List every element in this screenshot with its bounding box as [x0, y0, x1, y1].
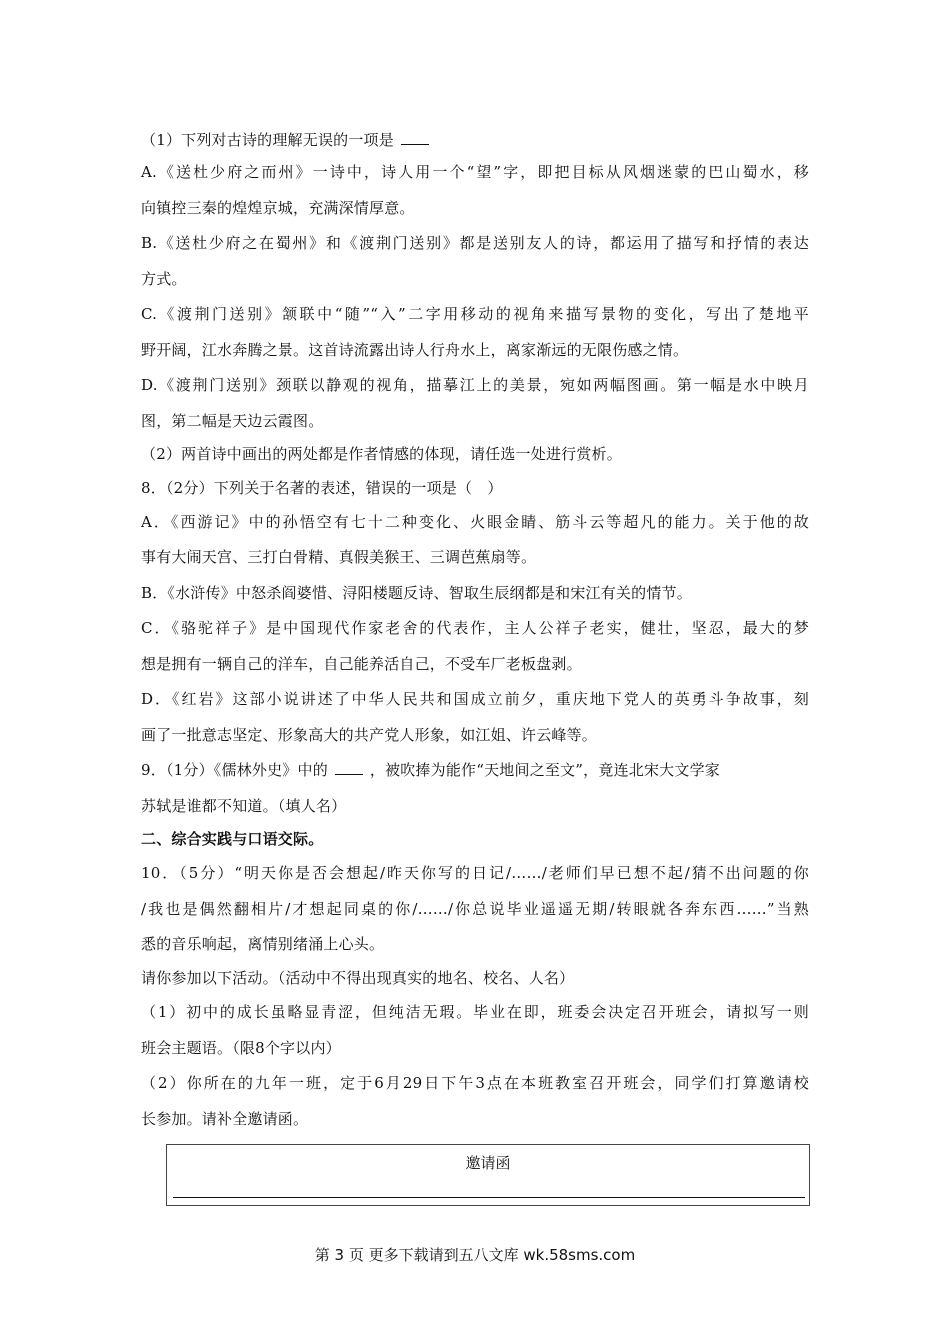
question-7-1: [141, 130, 431, 150]
question-10-part-2-line-2: 长参加。请补全邀请函。: [141, 1110, 309, 1128]
option-b-line-2: 方式。: [141, 270, 187, 288]
section-heading: 二、综合实践与口语交际。: [141, 830, 324, 848]
question-8-option-a-line-2: 事有大闹天宫、三打白骨精、真假美猴王、三调芭蕉扇等。: [141, 548, 537, 566]
question-9-line-1: [141, 760, 720, 780]
option-a-line-2: 向镇控三秦的煌煌京城，充满深情厚意。: [141, 199, 415, 217]
question-10-line-3: 悉的音乐响起，离情别绪涌上心头。: [141, 935, 385, 953]
option-a-line-1: A.《送杜少府之而州》一诗中，诗人用一个“望”字，即把目标从风烟迷蒙的巴山蜀水，移: [141, 163, 809, 181]
question-8-option-b: B．《水浒传》中怒杀阎婆惜、浔阳楼题反诗、智取生辰纲都是和宋江有关的情节。: [141, 584, 692, 602]
option-c-line-1: C.《渡荆门送别》颔联中“随”“入”二字用移动的视角来描写景物的变化，写出了楚地平: [141, 305, 809, 323]
invitation-writing-line: [173, 1197, 805, 1198]
invitation-box: [166, 1144, 810, 1206]
question-7-1-text: （1）下列对古诗的理解无误的一项是: [141, 131, 394, 149]
question-8: 8．（2分）下列关于名著的表述，错误的一项是（ ）: [141, 479, 503, 497]
question-8-option-c-line-2: 想是拥有一辆自己的洋车，自己能养活自己，不受车厂老板盘剥。: [141, 655, 582, 673]
question-10-part-1-line-1: （1）初中的成长虽略显青涩，但纯洁无瑕。毕业在即，班委会决定召开班会，请拟写一则: [141, 1003, 809, 1021]
question-8-option-c-line-1: C．《骆驼祥子》是中国现代作家老舍的代表作，主人公祥子老实，健壮，坚忍，最大的梦: [141, 619, 809, 637]
invitation-title: 邀请函: [465, 1154, 511, 1172]
option-d-line-2: 图，第二幅是天边云霞图。: [141, 412, 324, 430]
answer-blank: [335, 760, 363, 775]
question-10-line-2: /我也是偶然翻相片/才想起同桌的你/……/你总说毕业遥遥无期/转眼就各奔东西……”当熟: [141, 900, 809, 918]
question-7-2: （2）两首诗中画出的两处都是作者情感的体现，请任选一处进行赏析。: [141, 445, 622, 463]
question-10-line-4: 请你参加以下活动。（活动中不得出现真实的地名、校名、人名）: [141, 969, 575, 987]
question-9-prefix: 9．（1分）《儒林外史》中的: [141, 761, 328, 779]
page-footer: 第 3 页 更多下载请到五八文库 wk.58sms.com: [314, 1246, 636, 1264]
question-10-part-1-line-2: 班会主题语。（限8个字以内）: [141, 1039, 341, 1057]
option-d-line-1: D.《渡荆门送别》颈联以静观的视角，描摹江上的美景，宛如两幅图画。第一幅是水中映月: [141, 376, 809, 394]
option-c-line-2: 野开阔，江水奔腾之景。这首诗流露出诗人行舟水上，离家渐远的无限伤感之情。: [141, 341, 689, 359]
option-b-line-1: B.《送杜少府之在蜀州》和《渡荆门送别》都是送别友人的诗，都运用了描写和抒情的表达: [141, 234, 809, 252]
question-9-suffix: ，被吹捧为能作“天地间之至文”，竟连北宋大文学家: [369, 761, 720, 779]
question-10-part-2-line-1: （2）你所在的九年一班，定于6月29日下午3点在本班教室召开班会，同学们打算邀请校: [141, 1074, 809, 1092]
question-8-option-d-line-2: 画了一批意志坚定、形象高大的共产党人形象，如江姐、许云峰等。: [141, 726, 598, 744]
question-9-line-2: 苏轼是谁都不知道。（填人名）: [141, 797, 347, 815]
question-10-line-1: 10．（5分）“明天你是否会想起/昨天你写的日记/……/老师们早已想不起/猜不出问题的你: [141, 864, 809, 882]
answer-blank: [401, 130, 429, 145]
question-8-option-d-line-1: D．《红岩》这部小说讲述了中华人民共和国成立前夕，重庆地下党人的英勇斗争故事，刻: [141, 690, 809, 708]
question-8-option-a-line-1: A．《西游记》中的孙悟空有七十二种变化、火眼金睛、筋斗云等超凡的能力。关于他的故: [141, 513, 809, 531]
